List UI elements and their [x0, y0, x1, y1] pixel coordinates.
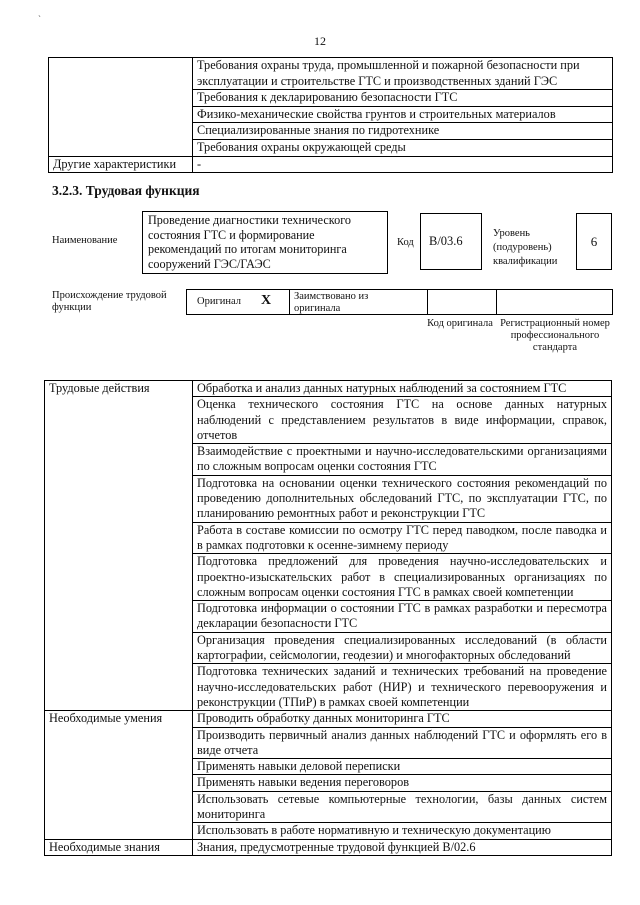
action-item: Организация проведения специализированных исследований (в области картографии, сейсмологии, геодезии) и многофакторных обследований	[193, 632, 612, 664]
corner-mark: `	[38, 14, 41, 24]
knowledge-item: Знания, предусмотренные трудовой функцией B/02.6	[193, 839, 612, 855]
registration-caption: Регистрационный номер профессионального стандарта	[500, 318, 610, 353]
section-heading: 3.2.3. Трудовая функция	[52, 183, 200, 198]
skills-label: Необходимые умения	[45, 711, 193, 839]
function-name-text: Проведение диагностики технического состояния ГТС и формирование рекомендаций по итогам мониторинга сооружений ГЭС/ГАЭС	[148, 213, 351, 271]
original-label: Оригинал	[197, 296, 241, 307]
top-requirements-table	[48, 57, 613, 173]
skill-item: Применять навыки деловой переписки	[193, 759, 612, 775]
code-label: Код	[397, 237, 414, 248]
borrowed-label: Заимствовано из оригинала	[294, 291, 369, 314]
requirement-row: Требования к декларированию безопасности ГТС	[193, 90, 613, 107]
skill-item: Производить первичный анализ данных наблюдений ГТС и оформлять его в виде отчета	[193, 727, 612, 759]
requirement-row: Требования охраны окружающей среды	[193, 139, 613, 156]
action-item: Работа в составе комиссии по осмотру ГТС перед паводком, после паводка и в рамках подготовки к осенне-зимнему периоду	[193, 522, 612, 554]
action-item: Обработка и анализ данных натурных наблюдений за состоянием ГТС	[193, 381, 612, 397]
empty-label-cell	[49, 58, 193, 157]
requirement-row: Требования охраны труда, промышленной и пожарной безопасности при эксплуатации и строительстве ГТС и производственных зданий ГЭС	[193, 58, 613, 90]
code-box	[420, 213, 482, 270]
skill-item: Использовать сетевые компьютерные технологии, базы данных систем мониторинга	[193, 791, 612, 823]
skill-item: Проводить обработку данных мониторинга ГТС	[193, 711, 612, 727]
function-name-box	[142, 211, 388, 274]
origin-label: Происхождение трудовой функции	[52, 290, 167, 313]
page-number: 12	[314, 34, 326, 48]
action-item: Взаимодействие с проектными и научно-исследовательскими организациями по сложным вопросам оценки состояния ГТС	[193, 444, 612, 476]
level-box	[576, 213, 612, 270]
level-value: 6	[590, 234, 598, 249]
level-label: Уровень (подуровень) квалификации	[493, 228, 558, 267]
action-item: Подготовка технических заданий и технических требований на проведение научно-исследовательских работ (НИР) и технического перевооружения и реконструкции (ТПиР) в рамках своей компетенции	[193, 664, 612, 711]
origin-row	[186, 289, 613, 315]
actions-label: Трудовые действия	[45, 381, 193, 711]
origin-divider	[496, 290, 497, 314]
other-characteristics-value: -	[193, 156, 613, 173]
action-item: Подготовка информации о состоянии ГТС в рамках разработки и пересмотра декларации безопасности ГТС	[193, 601, 612, 633]
skill-item: Применять навыки ведения переговоров	[193, 775, 612, 791]
labor-function-table	[44, 380, 612, 856]
code-original-caption: Код оригинала	[427, 318, 493, 329]
requirement-row: Физико-механические свойства грунтов и строительных материалов	[193, 106, 613, 123]
name-label: Наименование	[52, 235, 118, 246]
action-item: Подготовка на основании оценки технического состояния рекомендаций по проведению дополнительных обследований ГТС, по эксплуатации ГТС, по планированию ремонтных работ и реконструкции ГТС	[193, 475, 612, 522]
action-item: Подготовка предложений для проведения научно-исследовательских и проектно-изыскательских работ в специализированных организациях по сложным вопросам оценки состояния ГТС в рамках своей компетенции	[193, 554, 612, 601]
code-value: B/03.6	[429, 234, 463, 248]
requirement-row: Специализированные знания по гидротехнике	[193, 123, 613, 140]
knowledge-label: Необходимые знания	[45, 839, 193, 855]
origin-divider	[289, 290, 290, 314]
original-mark: X	[261, 293, 272, 308]
skill-item: Использовать в работе нормативную и техническую документацию	[193, 823, 612, 839]
origin-divider	[427, 290, 428, 314]
other-characteristics-label: Другие характеристики	[49, 156, 193, 173]
action-item: Оценка технического состояния ГТС на основе данных натурных наблюдений с представлением результатов в виде информации, справок, отчетов	[193, 397, 612, 444]
